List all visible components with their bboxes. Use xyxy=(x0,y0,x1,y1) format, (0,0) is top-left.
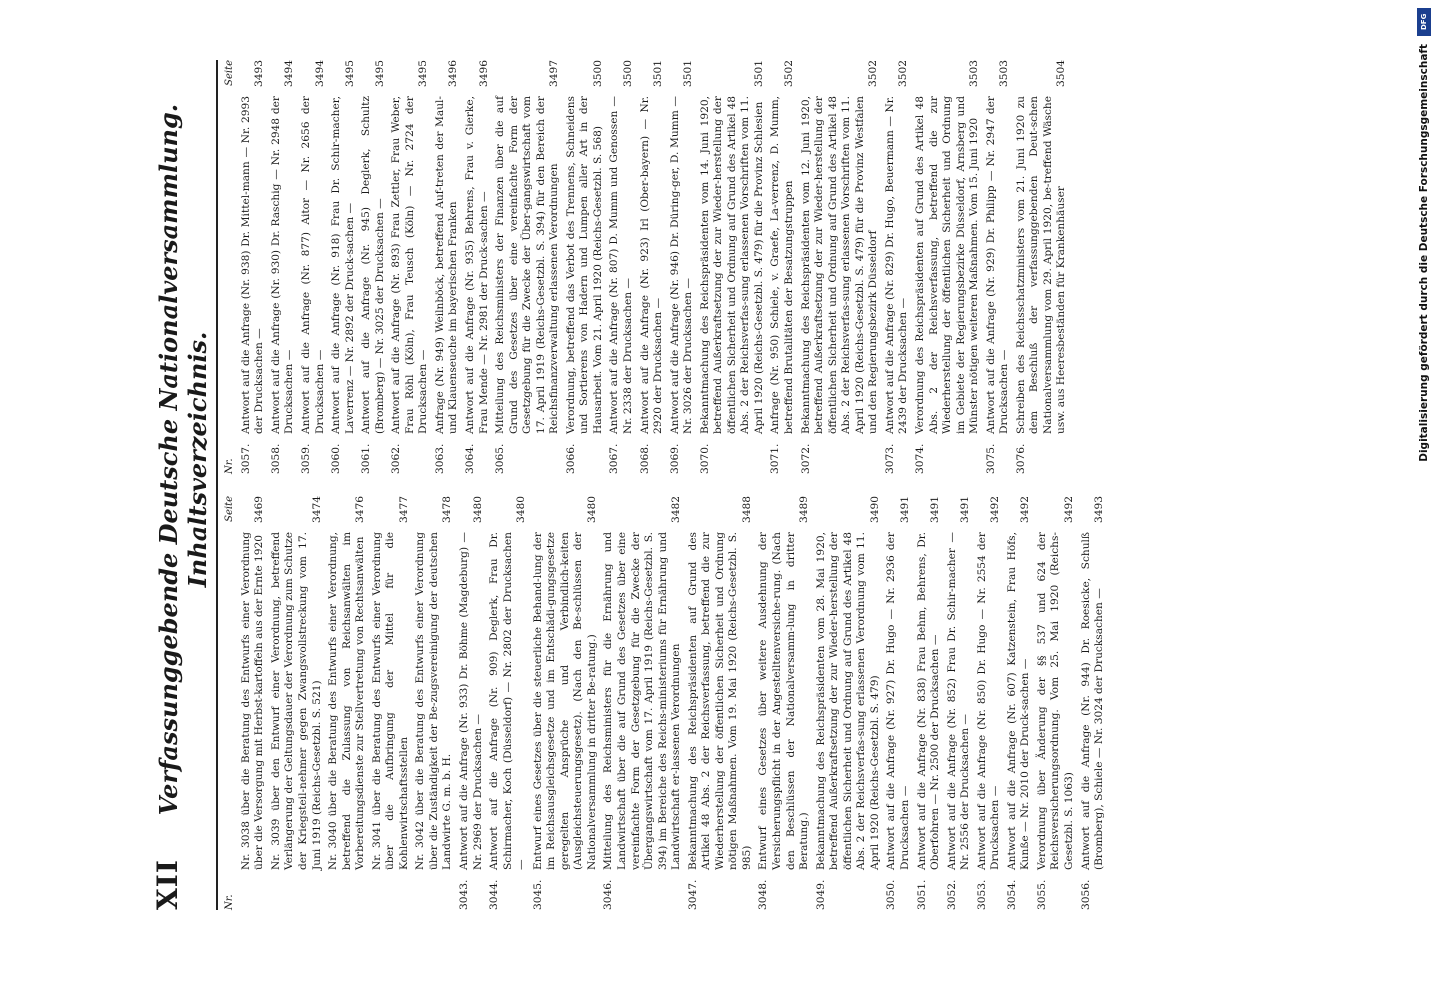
entry-text: Antwort auf die Anfrage (Nr. 850) Dr. Hugo — Nr. 2554 der Drucksachen — xyxy=(975,532,1002,870)
entry-page: 3501 xyxy=(682,60,695,87)
entry-number: 3052. xyxy=(945,879,958,910)
entry-page: 3491 xyxy=(898,496,911,523)
index-entry xyxy=(458,496,485,910)
right-column xyxy=(224,60,1110,474)
entry-number: 3043. xyxy=(458,879,470,910)
entry-number xyxy=(371,870,412,910)
left-column xyxy=(224,496,1110,910)
entry-number: 3044. xyxy=(488,879,501,910)
entry-number: 3049. xyxy=(814,879,827,910)
entry-number: 3059. xyxy=(299,443,312,474)
index-entry xyxy=(976,496,1003,910)
entry-text: Entwurf eines Gesetzes über weitere Ausdehnung der Versicherungspflicht in der Angestelltenversiche-rung. (Nach den Beschlüssen der Nationalversamm-lung in dritter Beratung.) xyxy=(757,532,811,870)
entry-number: 3050. xyxy=(885,879,898,910)
index-entry xyxy=(270,496,324,910)
entry-page: 3503 xyxy=(968,60,981,87)
index-entry xyxy=(1015,60,1069,474)
entry-page: 3502 xyxy=(867,60,880,87)
entry-text: Nr. 3042 über die Beratung des Entwurfs einer Verordnung über die Zuständigkeit der Be-zugsvereinigung der deutschen Landwirte G. m. b. H. xyxy=(414,532,454,870)
index-entry xyxy=(240,496,267,910)
entry-text: Antwort auf die Anfrage (Nr. 938) Dr. Mittel-mann — Nr. 2993 der Drucksachen — xyxy=(239,96,266,434)
entry-number: 3066. xyxy=(564,443,577,474)
entry-number: 3061. xyxy=(360,443,373,474)
running-title: Verfassunggebende Deutsche Nationalversammlung. Inhaltsverzeichnis. xyxy=(154,103,212,816)
page-header xyxy=(151,60,218,910)
entry-number: 3073. xyxy=(883,443,896,474)
entry-number: 3063. xyxy=(433,443,446,474)
index-entry xyxy=(985,60,1012,474)
entry-text: Antwort auf die Anfrage (Nr. 944) Dr. Roesicke, Schulß (Bromberg), Schiele — Nr. 3024 der Drucksachen — xyxy=(1079,532,1106,870)
entry-number: 3074. xyxy=(913,443,926,474)
entry-text: Verordnung des Reichspräsidenten auf Grund des Artikel 48 Abs. 2 der Reichsverfassung, betreffend die zur Wiederherstellung der öffentlichen Sicherheit und Ordnung im Gebiete der Regierungsbezirke Düsseldorf, Arnsberg und Münster nötigen weiteren Maßnahmen. Vom 15. Juni 1920 xyxy=(913,96,981,434)
index-entry xyxy=(494,60,562,474)
entry-number: 3045. xyxy=(531,879,544,910)
entry-number: 3062. xyxy=(390,443,403,474)
entry-text: Verordnung, betreffend das Verbot des Trennens, Schneidens und Sortierens von Hadern und Lumpen aller Art in der Hausarbeit. Vom 21. April 1920 (Reichs-Gesetzbl. S. 568) xyxy=(564,96,604,434)
entry-number: 3053. xyxy=(975,879,988,910)
index-entry xyxy=(414,496,455,910)
entry-page: 3480 xyxy=(515,496,528,523)
entry-page: 3478 xyxy=(441,496,454,523)
entry-text: Mitteilung des Reichsministers der Finanzen über die auf Grund des Gesetzes über eine vereinfachte Form der Gesetzgebung für die Zwecke der Über-gangswirtschaft vom 17. April 1919 (Reichs-Gesetzbl. S. 394) für den Bereich der Reichsfinanzverwaltung erlassenen Verordnungen xyxy=(494,96,561,434)
entry-number xyxy=(327,870,368,910)
entry-text: Bekanntmachung des Reichspräsidenten vom 14. Juni 1920, betreffend Außerkraftsetzung der zur Wieder-herstellung der öffentlichen Sicherheit und Ordnung auf Grund des Artikel 48 Abs. 2 der Reichsverfas-sung erlassenen Vorschriften vom 11. April 1920 (Reichs-Gesetzbl. S. 479) für die Provinz Schlesien xyxy=(698,96,765,434)
entry-page: 3497 xyxy=(548,60,561,87)
entry-page: 3504 xyxy=(1055,60,1068,87)
entry-text: Anfrage (Nr. 950) Schiele, v. Graefe, La-verrenz, D. Mumm, betreffend Brutalitäten der Besatzungstruppen xyxy=(769,96,796,434)
entry-text: Antwort auf die Anfrage (Nr. 838) Frau Behm, Behrens, Dr. Oberfohren — Nr. 2500 der Drucksachen — xyxy=(915,532,942,870)
index-entry xyxy=(815,496,883,910)
entry-page: 3491 xyxy=(929,496,942,523)
entry-text: Antwort auf die Anfrage (Nr. 946) Dr. Düring-ger, D. Mumm — Nr. 3026 der Drucksachen — xyxy=(668,96,695,434)
entry-text: Antwort auf die Anfrage (Nr. 929) Dr. Philipp — Nr. 2947 der Drucksachen — xyxy=(984,96,1011,434)
index-entry xyxy=(488,496,529,910)
index-entry xyxy=(885,496,912,910)
entry-text: Mitteilung des Reichsministers für die Ernährung und Landwirtschaft über die auf Grund des Gesetzes über eine vereinfachte Form der Gesetzgebung für die Zwecke der Übergangswirtschaft vom 17. April 1919 (Reichs-Gesetzbl. S. 394) im Bereiche des Reichs-ministeriums für Ernährung und Landwirtschaft er-lassenen Verordnungen xyxy=(602,532,683,870)
entry-page: 3496 xyxy=(447,60,460,87)
index-entry xyxy=(1036,496,1077,910)
entry-page: 3492 xyxy=(989,496,1002,523)
entry-text: Nr. 3039 über den Entwurf einer Verordnung, betreffend Verlängerung der Geltungsdauer der Verordnung zum Schutze der Kriegsteil-nehmer gegen Zwangsvollstreckung vom 17. Juni 1919 (Reichs-Gesetzbl. S. 521) xyxy=(269,532,323,870)
seite-label: Seite xyxy=(224,496,235,522)
entry-page: 3489 xyxy=(798,496,811,523)
column-head xyxy=(224,60,237,474)
entry-text: Verordnung über Änderung der §§ 537 und 624 der Reichsversicherungsordnung. Vom 25. Mai 1920 (Reichs-Gesetzbl. S. 1063) xyxy=(1035,532,1075,870)
entry-text: Antwort auf die Anfrage (Nr. 918) Frau Dr. Schir-macher, Laverrenz — Nr. 2892 der Druck-sachen — xyxy=(330,96,356,434)
index-entry xyxy=(757,496,811,910)
index-entry xyxy=(699,60,767,474)
entry-number xyxy=(270,870,324,910)
entry-page: 3492 xyxy=(1019,496,1032,523)
index-entry xyxy=(532,496,600,910)
entry-text: Antwort auf die Anfrage (Nr. 945) Deglerk, Schultz (Bromberg) — Nr. 3025 der Drucksachen — xyxy=(360,96,386,434)
entry-text: Antwort auf die Anfrage (Nr. 935) Behrens, Frau v. Gierke, Frau Mende — Nr. 2981 der Druck-sachen — xyxy=(464,96,490,434)
entry-page: 3501 xyxy=(752,60,765,87)
index-entry xyxy=(464,60,491,474)
entry-number: 3070. xyxy=(698,443,711,474)
entry-text: Anfrage (Nr. 949) Weilnböck, betreffend Auf-treten der Maul- und Klauenseuche im bayerischen Franken xyxy=(433,96,460,434)
entry-text: Entwurf eines Gesetzes über die steuerliche Behand-lung der im Reichsausgleichsgesetze und im Entschädi-gungsgesetze geregelten Ansprüche und Verbindlich-keiten (Ausgleichsteuerungsgesetz). (Nach den Be-schlüssen der Nationalversammlung in dritter Be-ratung.) xyxy=(531,532,598,870)
index-entry xyxy=(390,60,431,474)
index-entry xyxy=(240,60,267,474)
entry-page: 3502 xyxy=(897,60,910,87)
entry-page: 3503 xyxy=(998,60,1011,87)
entry-page: 3493 xyxy=(253,60,266,87)
entry-text: Antwort auf die Anfrage (Nr. 923) Irl (Ober-bayern) — Nr. 2920 der Drucksachen — xyxy=(638,96,665,434)
entry-page: 3495 xyxy=(343,60,356,87)
index-entry xyxy=(769,60,796,474)
entry-number: 3065. xyxy=(494,443,507,474)
index-entry xyxy=(300,60,327,474)
index-entry xyxy=(916,496,943,910)
entry-page: 3480 xyxy=(585,496,598,523)
entry-text: Schreiben des Reichsschatzministers vom 21. Juni 1920 zu dem Beschluß der verfassunggebenden Deut-schen Nationalversammlung vom 29. April 1920, be-treffend Wäsche usw. aus Heeresbeständen für Krankenhäuser xyxy=(1014,96,1068,434)
digitization-strip xyxy=(1408,0,1434,1000)
entry-number xyxy=(414,870,455,910)
index-entry xyxy=(360,60,387,474)
entry-number: 3071. xyxy=(769,443,782,474)
entry-page: 3501 xyxy=(652,60,665,87)
index-entry xyxy=(914,60,982,474)
entry-page: 3500 xyxy=(622,60,635,87)
entry-page: 3492 xyxy=(1062,496,1075,523)
entry-text: Antwort auf die Anfrage (Nr. 607) Katzenstein, Frau Höfs, Kunße — Nr. 2010 der Druck-sachen — xyxy=(1005,532,1032,870)
rotated-document-page xyxy=(137,30,1297,970)
entry-number: 3055. xyxy=(1035,879,1048,910)
index-entry xyxy=(800,60,881,474)
entry-page: 3494 xyxy=(283,60,296,87)
entry-page: 3477 xyxy=(397,496,410,523)
entry-page: 3476 xyxy=(354,496,367,523)
index-entry xyxy=(327,496,368,910)
column-head xyxy=(224,496,237,910)
entry-number: 3060. xyxy=(330,443,343,474)
entry-text: Bekanntmachung des Reichspräsidenten vom 28. Mai 1920, betreffend Außerkraftsetzung der zur Wieder-herstellung der öffentlichen Sicherheit und Ordnung auf Grund des Artikel 48 Abs. 2 der Reichsverfas-sung erlassenen Verordnung vom 11. April 1920 (Reichs-Gesetzbl. S. 479) xyxy=(814,532,881,870)
index-columns xyxy=(224,60,1110,910)
entry-page: 3491 xyxy=(959,496,972,523)
seite-label: Seite xyxy=(224,60,235,86)
entry-text: Antwort auf die Anfrage (Nr. 930) Dr. Raschig — Nr. 2948 der Drucksachen — xyxy=(269,96,296,434)
entry-number: 3076. xyxy=(1014,443,1027,474)
index-entry xyxy=(884,60,911,474)
entry-page: 3480 xyxy=(471,496,484,523)
entry-number xyxy=(240,870,267,910)
index-entry xyxy=(1080,496,1107,910)
entry-number: 3072. xyxy=(799,443,812,474)
index-entry xyxy=(687,496,755,910)
entry-number: 3064. xyxy=(464,443,476,474)
entry-page: 3488 xyxy=(740,496,753,523)
entry-text: Antwort auf die Anfrage (Nr. 909) Deglerk, Frau Dr. Schirmacher, Koch (Düsseldorf) — Nr. 2802 der Drucksachen — xyxy=(488,532,528,870)
entry-number: 3068. xyxy=(638,443,651,474)
entry-number: 3067. xyxy=(608,443,621,474)
index-entry xyxy=(639,60,666,474)
entry-number: 3051. xyxy=(915,879,928,910)
entry-number: 3056. xyxy=(1079,879,1092,910)
entry-page: 3490 xyxy=(868,496,881,523)
index-entry xyxy=(330,60,357,474)
entry-number: 3057. xyxy=(239,443,252,474)
entry-number: 3069. xyxy=(668,443,681,474)
entry-text: Nr. 3041 über die Beratung des Entwurfs einer Verordnung über die Aufbringung der Mittel für die Kohlenwirtschaftsstellen xyxy=(370,532,410,870)
index-entry xyxy=(946,496,973,910)
index-entry xyxy=(434,60,461,474)
entry-text: Bekanntmachung des Reichspräsidenten auf Grund des Artikel 48 Abs. 2 der Reichsverfassung, betreffend die zur Wiederherstellung der öffentlichen Sicherheit und Ordnung nötigen Maßnahmen. Vom 19. Mai 1920 (Reichs-Gesetzbl. S. 985) xyxy=(686,532,753,870)
entry-text: Antwort auf die Anfrage (Nr. 877) Aitor — Nr. 2656 der Drucksachen — xyxy=(299,96,326,434)
page-number: XII xyxy=(151,859,184,910)
entry-text: Antwort auf die Anfrage (Nr. 829) Dr. Hugo, Beuermann — Nr. 2439 der Drucksachen — xyxy=(883,96,910,434)
entry-number: 3058. xyxy=(269,443,282,474)
entry-page: 3469 xyxy=(253,496,266,523)
nr-label: Nr. xyxy=(224,894,235,910)
entry-page: 3495 xyxy=(417,60,430,87)
index-entry xyxy=(1006,496,1033,910)
index-entry xyxy=(608,60,635,474)
entry-text: Nr. 3038 über die Beratung des Entwurfs einer Verordnung über die Versorgung mit Herbst-kartoffeln aus der Ernte 1920 xyxy=(239,532,266,870)
index-entry xyxy=(602,496,683,910)
entry-page: 3495 xyxy=(373,60,386,87)
entry-page: 3474 xyxy=(310,496,323,523)
entry-text: Antwort auf die Anfrage (Nr. 852) Frau Dr. Schir-macher — Nr. 2556 der Drucksachen — xyxy=(945,532,972,870)
entry-text: Antwort auf die Anfrage (Nr. 933) Dr. Böhme (Magdeburg) — Nr. 2969 der Drucksachen — xyxy=(458,532,484,870)
entry-page: 3496 xyxy=(477,60,490,87)
entry-number: 3054. xyxy=(1005,879,1018,910)
entry-page: 3502 xyxy=(783,60,796,87)
nr-label: Nr. xyxy=(224,458,235,474)
entry-number: 3046. xyxy=(602,879,615,910)
entry-page: 3494 xyxy=(313,60,326,87)
entry-page: 3500 xyxy=(591,60,604,87)
entry-text: Antwort auf die Anfrage (Nr. 927) Dr. Hugo — Nr. 2936 der Drucksachen — xyxy=(885,532,911,870)
entry-number: 3047. xyxy=(686,879,699,910)
digitization-note: Digitalisierung gefördert durch die Deutsche Forschungsgemeinschaft xyxy=(1418,44,1430,462)
index-entry xyxy=(669,60,696,474)
index-entry xyxy=(565,60,606,474)
entry-text: Antwort auf die Anfrage (Nr. 893) Frau Zettler, Frau Weber, Frau Röhl (Köln), Frau Teusch (Köln) — Nr. 2724 der Drucksachen — xyxy=(390,96,430,434)
dfg-logo: DFG xyxy=(1417,8,1431,36)
index-entry xyxy=(371,496,412,910)
entry-page: 3493 xyxy=(1093,496,1106,523)
entry-number: 3048. xyxy=(757,879,770,910)
entry-text: Nr. 3040 über die Beratung des Entwurfs einer Verordnung, betreffend die Zulassung von Reichsanwälten im Vorbereitungsdienste zur Stellvertretung von Rechtsanwälten xyxy=(327,532,367,870)
entry-number: 3075. xyxy=(984,443,997,474)
entry-text: Bekanntmachung des Reichspräsidenten vom 12. Juni 1920, betreffend Außerkraftsetzung der zur Wieder-herstellung der öffentlichen Sicherheit und Ordnung auf Grund des Artikel 48 Abs. 2 der Reichsverfas-sung erlassenen Vorschriften vom 11. April 1920 (Reichs-Gesetzbl. S. 479) für die Provinz Westfalen und den Regierungsbezirk Düsseldorf xyxy=(799,96,880,434)
entry-text: Antwort auf die Anfrage (Nr. 807) D. Mumm und Genossen — Nr. 2338 der Drucksachen — xyxy=(608,96,635,434)
index-entry xyxy=(270,60,297,474)
entry-page: 3482 xyxy=(670,496,683,523)
